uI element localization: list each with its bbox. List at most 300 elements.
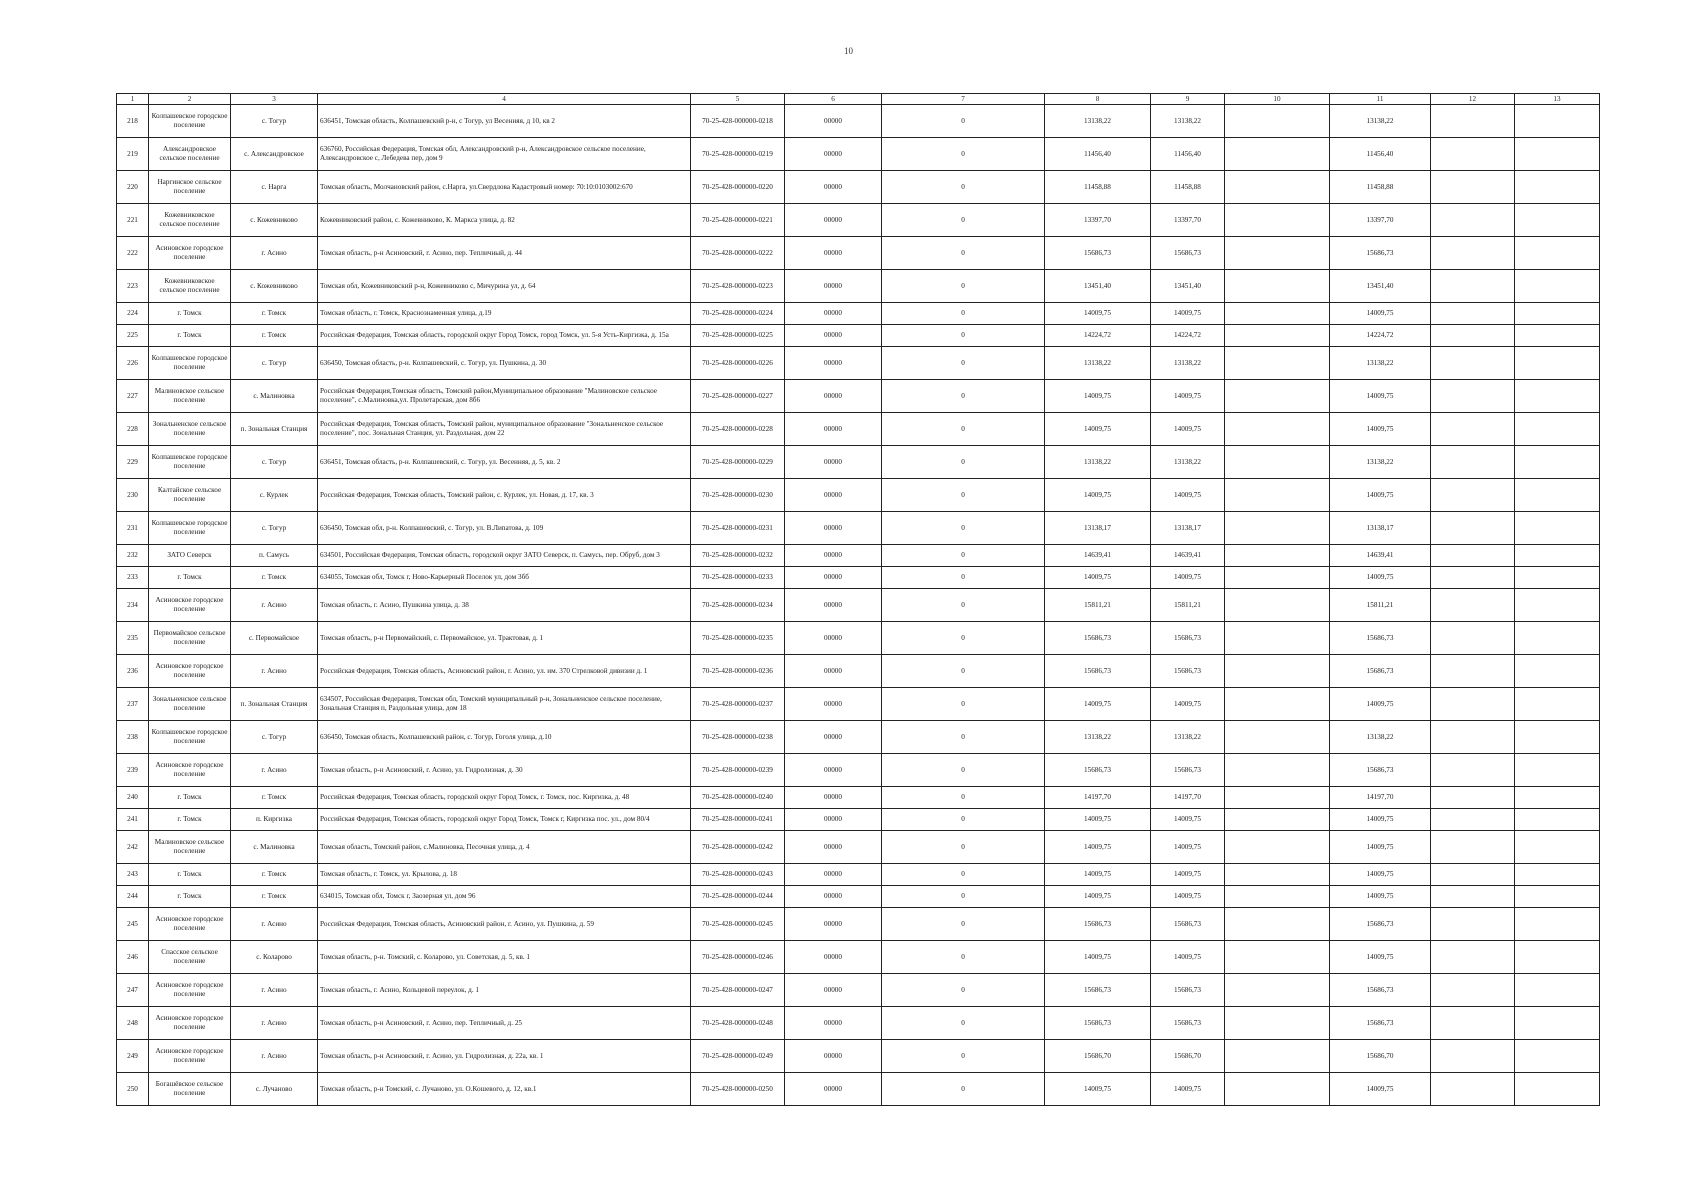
- address-cell: Российская Федерация, Томская область, Асиновский район, г. Асино, ул. им. 370 Стрелковой дивизии д. 1: [318, 655, 691, 688]
- table-row: [117, 622, 1600, 655]
- column-10-cell: [1225, 204, 1330, 237]
- column-7-cell: 0: [882, 237, 1045, 270]
- column-13-cell: [1515, 347, 1600, 380]
- column-8-cell: 14009,75: [1045, 864, 1151, 886]
- column-13-cell: [1515, 237, 1600, 270]
- settlement-cell: п. Самусь: [231, 545, 318, 567]
- settlement-cell: с. Кожевниково: [231, 270, 318, 303]
- row-number-cell: 225: [117, 325, 149, 347]
- column-9-cell: 14009,75: [1151, 831, 1225, 864]
- column-13-cell: [1515, 105, 1600, 138]
- column-7-cell: 0: [882, 105, 1045, 138]
- column-6-cell: 00000: [785, 787, 882, 809]
- column-10-cell: [1225, 941, 1330, 974]
- column-10-cell: [1225, 831, 1330, 864]
- column-13-cell: [1515, 1007, 1600, 1040]
- column-11-cell: 15686,73: [1330, 1007, 1431, 1040]
- column-7-cell: 0: [882, 446, 1045, 479]
- row-number-cell: 243: [117, 864, 149, 886]
- municipality-cell: Асиновское городское поселение: [149, 908, 231, 941]
- column-8-cell: 15811,21: [1045, 589, 1151, 622]
- column-13-cell: [1515, 688, 1600, 721]
- column-12-cell: [1431, 754, 1515, 787]
- row-number-cell: 230: [117, 479, 149, 512]
- column-11-cell: 13138,22: [1330, 446, 1431, 479]
- column-6-cell: 00000: [785, 325, 882, 347]
- column-11-cell: 14009,75: [1330, 864, 1431, 886]
- registry-code-cell: 70-25-428-000000-0240: [691, 787, 785, 809]
- column-7-cell: 0: [882, 831, 1045, 864]
- row-number-cell: 218: [117, 105, 149, 138]
- row-number-cell: 242: [117, 831, 149, 864]
- column-11-cell: 14009,75: [1330, 886, 1431, 908]
- column-12-cell: [1431, 589, 1515, 622]
- municipality-cell: Александровское сельское поселение: [149, 138, 231, 171]
- column-12-cell: [1431, 1073, 1515, 1106]
- column-7-cell: 0: [882, 908, 1045, 941]
- municipality-cell: г. Томск: [149, 325, 231, 347]
- column-6-cell: 00000: [785, 380, 882, 413]
- column-header-8: 8: [1045, 94, 1151, 105]
- column-9-cell: 14224,72: [1151, 325, 1225, 347]
- column-8-cell: 14009,75: [1045, 831, 1151, 864]
- column-9-cell: 13397,70: [1151, 204, 1225, 237]
- column-8-cell: 14009,75: [1045, 886, 1151, 908]
- column-9-cell: 14009,75: [1151, 479, 1225, 512]
- column-7-cell: 0: [882, 864, 1045, 886]
- column-11-cell: 14009,75: [1330, 1073, 1431, 1106]
- column-6-cell: 00000: [785, 974, 882, 1007]
- settlement-cell: с. Тогур: [231, 512, 318, 545]
- column-9-cell: 14639,41: [1151, 545, 1225, 567]
- column-12-cell: [1431, 809, 1515, 831]
- column-6-cell: 00000: [785, 831, 882, 864]
- address-cell: Томская область, р-н Томский, с. Лучаново, ул. О.Кошевого, д. 12, кв.1: [318, 1073, 691, 1106]
- column-7-cell: 0: [882, 941, 1045, 974]
- column-11-cell: 14009,75: [1330, 831, 1431, 864]
- column-6-cell: 00000: [785, 721, 882, 754]
- column-9-cell: 15686,70: [1151, 1040, 1225, 1073]
- column-8-cell: 13451,40: [1045, 270, 1151, 303]
- column-13-cell: [1515, 886, 1600, 908]
- column-13-cell: [1515, 622, 1600, 655]
- row-number-cell: 250: [117, 1073, 149, 1106]
- municipality-cell: Колпашевское городское поселение: [149, 347, 231, 380]
- municipality-cell: Колпашевское городское поселение: [149, 105, 231, 138]
- table-row: [117, 446, 1600, 479]
- table-row: [117, 105, 1600, 138]
- column-12-cell: [1431, 325, 1515, 347]
- column-12-cell: [1431, 831, 1515, 864]
- row-number-cell: 223: [117, 270, 149, 303]
- column-10-cell: [1225, 721, 1330, 754]
- municipality-cell: Богашёвское сельское поселение: [149, 1073, 231, 1106]
- column-8-cell: 13138,17: [1045, 512, 1151, 545]
- municipality-cell: Асиновское городское поселение: [149, 974, 231, 1007]
- registry-code-cell: 70-25-428-000000-0223: [691, 270, 785, 303]
- municipality-cell: г. Томск: [149, 787, 231, 809]
- column-8-cell: 11456,40: [1045, 138, 1151, 171]
- column-6-cell: 00000: [785, 864, 882, 886]
- table-row: [117, 347, 1600, 380]
- address-cell: Томская область, р-н Асиновский, г. Асино, ул. Гидролизная, д. 22а, кв. 1: [318, 1040, 691, 1073]
- row-number-cell: 239: [117, 754, 149, 787]
- column-8-cell: 15686,73: [1045, 974, 1151, 1007]
- row-number-cell: 244: [117, 886, 149, 908]
- registry-code-cell: 70-25-428-000000-0219: [691, 138, 785, 171]
- address-cell: 634055, Томская обл, Томск г, Ново-Карьерный Поселок ул, дом 3бб: [318, 567, 691, 589]
- column-8-cell: 15686,73: [1045, 754, 1151, 787]
- column-8-cell: 14009,75: [1045, 567, 1151, 589]
- column-6-cell: 00000: [785, 545, 882, 567]
- column-8-cell: 15686,73: [1045, 655, 1151, 688]
- registry-code-cell: 70-25-428-000000-0247: [691, 974, 785, 1007]
- column-10-cell: [1225, 303, 1330, 325]
- column-6-cell: 00000: [785, 204, 882, 237]
- column-6-cell: 00000: [785, 754, 882, 787]
- registry-code-cell: 70-25-428-000000-0234: [691, 589, 785, 622]
- column-10-cell: [1225, 171, 1330, 204]
- table-row: [117, 721, 1600, 754]
- address-cell: Российская Федерация, Томская область, Томский район, муниципальное образование "Зональненское сельское поселение", пос. Зональная Станция, ул. Раздольная, дом 22: [318, 413, 691, 446]
- column-10-cell: [1225, 754, 1330, 787]
- row-number-cell: 249: [117, 1040, 149, 1073]
- column-6-cell: 00000: [785, 303, 882, 325]
- address-cell: Томская область, р-н Асиновский, г. Асино, пер. Тепличный, д. 44: [318, 237, 691, 270]
- column-11-cell: 14009,75: [1330, 809, 1431, 831]
- row-number-cell: 220: [117, 171, 149, 204]
- column-header-10: 10: [1225, 94, 1330, 105]
- column-header-9: 9: [1151, 94, 1225, 105]
- column-12-cell: [1431, 941, 1515, 974]
- row-number-cell: 231: [117, 512, 149, 545]
- column-13-cell: [1515, 589, 1600, 622]
- registry-code-cell: 70-25-428-000000-0218: [691, 105, 785, 138]
- column-8-cell: 14009,75: [1045, 688, 1151, 721]
- column-8-cell: 14009,75: [1045, 809, 1151, 831]
- column-header-13: 13: [1515, 94, 1600, 105]
- table-row: [117, 545, 1600, 567]
- column-12-cell: [1431, 204, 1515, 237]
- column-7-cell: 0: [882, 567, 1045, 589]
- municipality-cell: Колпашевское городское поселение: [149, 446, 231, 479]
- column-10-cell: [1225, 479, 1330, 512]
- settlement-cell: с. Нарга: [231, 171, 318, 204]
- settlement-cell: с. Тогур: [231, 347, 318, 380]
- row-number-cell: 238: [117, 721, 149, 754]
- address-cell: Томская область, г. Асино, Пушкина улица, д. 38: [318, 589, 691, 622]
- settlement-cell: г. Асино: [231, 974, 318, 1007]
- municipality-cell: Наргинское сельское поселение: [149, 171, 231, 204]
- row-number-cell: 228: [117, 413, 149, 446]
- column-7-cell: 0: [882, 325, 1045, 347]
- municipality-cell: Асиновское городское поселение: [149, 1007, 231, 1040]
- municipality-cell: Асиновское городское поселение: [149, 237, 231, 270]
- row-number-cell: 246: [117, 941, 149, 974]
- municipality-cell: г. Томск: [149, 567, 231, 589]
- table-row: [117, 886, 1600, 908]
- column-13-cell: [1515, 303, 1600, 325]
- column-12-cell: [1431, 974, 1515, 1007]
- column-13-cell: [1515, 721, 1600, 754]
- table-row: [117, 1040, 1600, 1073]
- column-11-cell: 14009,75: [1330, 941, 1431, 974]
- column-10-cell: [1225, 1007, 1330, 1040]
- registry-code-cell: 70-25-428-000000-0241: [691, 809, 785, 831]
- column-7-cell: 0: [882, 303, 1045, 325]
- column-10-cell: [1225, 1040, 1330, 1073]
- column-8-cell: 14639,41: [1045, 545, 1151, 567]
- column-9-cell: 14009,75: [1151, 864, 1225, 886]
- column-13-cell: [1515, 512, 1600, 545]
- column-9-cell: 14009,75: [1151, 303, 1225, 325]
- column-8-cell: 11458,88: [1045, 171, 1151, 204]
- table-row: [117, 589, 1600, 622]
- column-9-cell: 15686,73: [1151, 974, 1225, 1007]
- column-12-cell: [1431, 908, 1515, 941]
- settlement-cell: с. Тогур: [231, 721, 318, 754]
- settlement-cell: с. Малиновка: [231, 380, 318, 413]
- table-row: [117, 974, 1600, 1007]
- column-11-cell: 13397,70: [1330, 204, 1431, 237]
- column-12-cell: [1431, 622, 1515, 655]
- settlement-cell: с. Малиновка: [231, 831, 318, 864]
- municipality-cell: г. Томск: [149, 809, 231, 831]
- column-6-cell: 00000: [785, 479, 882, 512]
- table-row: [117, 270, 1600, 303]
- column-7-cell: 0: [882, 1040, 1045, 1073]
- table-row: [117, 908, 1600, 941]
- address-cell: Российская Федерация,Томская область, Томский район,Муниципальное образование "Малиновское сельское поселение", с.Малиновка,ул. Пролетарская, дом 8б6: [318, 380, 691, 413]
- column-13-cell: [1515, 974, 1600, 1007]
- column-9-cell: 15686,73: [1151, 237, 1225, 270]
- column-header-6: 6: [785, 94, 882, 105]
- column-6-cell: 00000: [785, 655, 882, 688]
- column-11-cell: 15686,70: [1330, 1040, 1431, 1073]
- column-10-cell: [1225, 688, 1330, 721]
- column-8-cell: 13138,22: [1045, 446, 1151, 479]
- municipality-cell: Малиновское сельское поселение: [149, 380, 231, 413]
- settlement-cell: с. Первомайское: [231, 622, 318, 655]
- column-8-cell: 15686,73: [1045, 622, 1151, 655]
- column-13-cell: [1515, 908, 1600, 941]
- row-number-cell: 224: [117, 303, 149, 325]
- column-8-cell: 14197,70: [1045, 787, 1151, 809]
- column-13-cell: [1515, 380, 1600, 413]
- column-11-cell: 15686,73: [1330, 655, 1431, 688]
- municipality-cell: Малиновское сельское поселение: [149, 831, 231, 864]
- settlement-cell: г. Асино: [231, 754, 318, 787]
- column-13-cell: [1515, 787, 1600, 809]
- column-7-cell: 0: [882, 754, 1045, 787]
- municipality-cell: Колпашевское городское поселение: [149, 721, 231, 754]
- row-number-cell: 234: [117, 589, 149, 622]
- column-6-cell: 00000: [785, 138, 882, 171]
- column-header-7: 7: [882, 94, 1045, 105]
- registry-table: [116, 93, 1600, 1106]
- column-10-cell: [1225, 567, 1330, 589]
- column-6-cell: 00000: [785, 1040, 882, 1073]
- row-number-cell: 219: [117, 138, 149, 171]
- column-6-cell: 00000: [785, 688, 882, 721]
- row-number-cell: 248: [117, 1007, 149, 1040]
- column-13-cell: [1515, 479, 1600, 512]
- municipality-cell: ЗАТО Северск: [149, 545, 231, 567]
- address-cell: Томская область, р-н. Томский, с. Коларово, ул. Советская, д. 5, кв. 1: [318, 941, 691, 974]
- column-6-cell: 00000: [785, 347, 882, 380]
- column-11-cell: 13138,22: [1330, 105, 1431, 138]
- column-12-cell: [1431, 545, 1515, 567]
- registry-code-cell: 70-25-428-000000-0224: [691, 303, 785, 325]
- column-7-cell: 0: [882, 809, 1045, 831]
- column-11-cell: 15686,73: [1330, 622, 1431, 655]
- municipality-cell: Зональненское сельское поселение: [149, 413, 231, 446]
- column-10-cell: [1225, 864, 1330, 886]
- address-cell: Томская область, Томский район, с.Малиновка, Песочная улица, д. 4: [318, 831, 691, 864]
- address-cell: 636451, Томская область, Колпашевский р-н, с Тогур, ул Весенняя, д 10, кв 2: [318, 105, 691, 138]
- column-7-cell: 0: [882, 589, 1045, 622]
- column-13-cell: [1515, 138, 1600, 171]
- column-9-cell: 14009,75: [1151, 413, 1225, 446]
- address-cell: Российская Федерация, Томская область, городской округ Город Томск, г. Томск, пос. Киргизка, д. 48: [318, 787, 691, 809]
- column-10-cell: [1225, 138, 1330, 171]
- table-row: [117, 1073, 1600, 1106]
- column-8-cell: 13138,22: [1045, 347, 1151, 380]
- column-7-cell: 0: [882, 204, 1045, 237]
- table-row: [117, 237, 1600, 270]
- registry-code-cell: 70-25-428-000000-0242: [691, 831, 785, 864]
- column-9-cell: 15686,73: [1151, 655, 1225, 688]
- municipality-cell: Асиновское городское поселение: [149, 1040, 231, 1073]
- column-6-cell: 00000: [785, 237, 882, 270]
- column-7-cell: 0: [882, 974, 1045, 1007]
- registry-code-cell: 70-25-428-000000-0225: [691, 325, 785, 347]
- column-12-cell: [1431, 886, 1515, 908]
- column-9-cell: 14009,75: [1151, 380, 1225, 413]
- column-header-1: 1: [117, 94, 149, 105]
- column-7-cell: 0: [882, 347, 1045, 380]
- column-7-cell: 0: [882, 380, 1045, 413]
- settlement-cell: г. Асино: [231, 589, 318, 622]
- municipality-cell: Калтайское сельское поселение: [149, 479, 231, 512]
- registry-code-cell: 70-25-428-000000-0226: [691, 347, 785, 380]
- settlement-cell: г. Асино: [231, 655, 318, 688]
- column-11-cell: 14009,75: [1330, 688, 1431, 721]
- registry-code-cell: 70-25-428-000000-0235: [691, 622, 785, 655]
- registry-code-cell: 70-25-428-000000-0249: [691, 1040, 785, 1073]
- column-7-cell: 0: [882, 479, 1045, 512]
- column-11-cell: 13138,22: [1330, 347, 1431, 380]
- address-cell: Томская область, р-н Первомайский, с. Первомайское, ул. Трактовая, д. 1: [318, 622, 691, 655]
- address-cell: Кожевниковский район, с. Кожевниково, К. Маркса улица, д. 82: [318, 204, 691, 237]
- table-row: [117, 864, 1600, 886]
- column-10-cell: [1225, 347, 1330, 380]
- column-9-cell: 15686,73: [1151, 622, 1225, 655]
- column-6-cell: 00000: [785, 270, 882, 303]
- column-header-12: 12: [1431, 94, 1515, 105]
- column-9-cell: 13138,22: [1151, 446, 1225, 479]
- column-6-cell: 00000: [785, 413, 882, 446]
- settlement-cell: г. Томск: [231, 787, 318, 809]
- column-9-cell: 14197,70: [1151, 787, 1225, 809]
- settlement-cell: с. Александровское: [231, 138, 318, 171]
- registry-code-cell: 70-25-428-000000-0220: [691, 171, 785, 204]
- column-9-cell: 14009,75: [1151, 941, 1225, 974]
- row-number-cell: 229: [117, 446, 149, 479]
- registry-code-cell: 70-25-428-000000-0238: [691, 721, 785, 754]
- column-12-cell: [1431, 380, 1515, 413]
- column-9-cell: 11456,40: [1151, 138, 1225, 171]
- column-11-cell: 15811,21: [1330, 589, 1431, 622]
- column-8-cell: 14009,75: [1045, 413, 1151, 446]
- registry-code-cell: 70-25-428-000000-0233: [691, 567, 785, 589]
- table-row: [117, 325, 1600, 347]
- address-cell: Российская Федерация, Томская область, Асиновский район, г. Асино, ул. Пушкина, д. 59: [318, 908, 691, 941]
- column-8-cell: 14009,75: [1045, 1073, 1151, 1106]
- table-row: [117, 303, 1600, 325]
- registry-code-cell: 70-25-428-000000-0229: [691, 446, 785, 479]
- settlement-cell: с. Кожевниково: [231, 204, 318, 237]
- column-8-cell: 15686,70: [1045, 1040, 1151, 1073]
- column-7-cell: 0: [882, 512, 1045, 545]
- address-cell: Томская область, г. Асино, Кольцевой переулок, д. 1: [318, 974, 691, 1007]
- column-12-cell: [1431, 688, 1515, 721]
- municipality-cell: Зональненское сельское поселение: [149, 688, 231, 721]
- column-11-cell: 14197,70: [1330, 787, 1431, 809]
- address-cell: Российская Федерация, Томская область, Томский район, с. Курлек, ул. Новая, д. 17, кв. 3: [318, 479, 691, 512]
- column-10-cell: [1225, 886, 1330, 908]
- row-number-cell: 226: [117, 347, 149, 380]
- municipality-cell: Первомайское сельское поселение: [149, 622, 231, 655]
- registry-code-cell: 70-25-428-000000-0250: [691, 1073, 785, 1106]
- settlement-cell: с. Лучаново: [231, 1073, 318, 1106]
- column-7-cell: 0: [882, 413, 1045, 446]
- column-6-cell: 00000: [785, 809, 882, 831]
- column-7-cell: 0: [882, 545, 1045, 567]
- column-7-cell: 0: [882, 655, 1045, 688]
- row-number-cell: 237: [117, 688, 149, 721]
- column-9-cell: 14009,75: [1151, 688, 1225, 721]
- column-12-cell: [1431, 567, 1515, 589]
- column-header-3: 3: [231, 94, 318, 105]
- column-11-cell: 13138,17: [1330, 512, 1431, 545]
- column-6-cell: 00000: [785, 886, 882, 908]
- address-cell: 636450, Томская обл, р-н. Колпашевский, с. Тогур, ул. В.Лиnатова, д. 109: [318, 512, 691, 545]
- column-11-cell: 15686,73: [1330, 974, 1431, 1007]
- column-13-cell: [1515, 1040, 1600, 1073]
- municipality-cell: Асиновское городское поселение: [149, 655, 231, 688]
- column-number-row: [117, 94, 1600, 105]
- column-13-cell: [1515, 864, 1600, 886]
- column-12-cell: [1431, 270, 1515, 303]
- table-row: [117, 171, 1600, 204]
- address-cell: Томская обл, Кожевниковский р-н, Кожевниково с, Мичурина ул, д. 64: [318, 270, 691, 303]
- row-number-cell: 247: [117, 974, 149, 1007]
- table-row: [117, 1007, 1600, 1040]
- column-11-cell: 14009,75: [1330, 380, 1431, 413]
- address-cell: Российская Федерация, Томская область, городской округ Город Томск, город Томск, ул. 5-я Усть-Киргизка, д. 15а: [318, 325, 691, 347]
- column-11-cell: 14009,75: [1330, 303, 1431, 325]
- settlement-cell: с. Курлек: [231, 479, 318, 512]
- registry-code-cell: 70-25-428-000000-0243: [691, 864, 785, 886]
- column-12-cell: [1431, 171, 1515, 204]
- settlement-cell: с. Тогур: [231, 105, 318, 138]
- column-12-cell: [1431, 413, 1515, 446]
- column-12-cell: [1431, 446, 1515, 479]
- column-6-cell: 00000: [785, 622, 882, 655]
- column-8-cell: 13138,22: [1045, 721, 1151, 754]
- column-9-cell: 13138,22: [1151, 105, 1225, 138]
